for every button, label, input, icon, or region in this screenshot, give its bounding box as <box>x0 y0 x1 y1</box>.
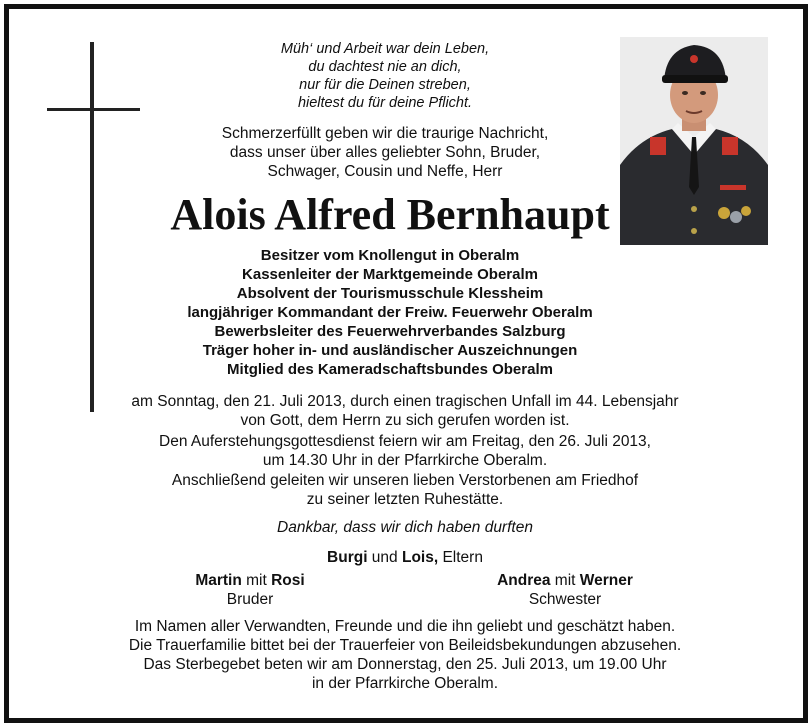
intro-line: Schmerzerfüllt geben wir die traurige Nachricht, <box>221 125 549 142</box>
cross-icon-bar <box>47 108 140 111</box>
title-line: Mitglied des Kameradschaftsbundes Oberalm <box>227 361 553 378</box>
relation-label: Bruder <box>226 591 274 608</box>
conjunction: und <box>367 549 402 566</box>
titles-list <box>110 246 670 379</box>
closing-line: Die Trauerfamilie bittet bei der Trauerfeier von Beileidsbekundungen abzusehen. <box>128 637 682 654</box>
burial-line: Anschließend geleiten wir unseren lieben Verstorbenen am Friedhof <box>171 472 639 489</box>
partner-name: Werner <box>579 572 633 589</box>
title-line: Absolvent der Tourismusschule Klessheim <box>236 285 544 302</box>
deceased-name: Alois Alfred Bernhaupt <box>170 190 610 239</box>
title-line: Kassenleiter der Marktgemeinde Oberalm <box>242 266 538 283</box>
burial-info <box>0 471 810 509</box>
closing-line: in der Pfarrkirche Oberalm. <box>311 675 499 692</box>
sibling-names <box>150 571 350 590</box>
announcement-intro <box>170 124 600 181</box>
conjunction: mit <box>241 572 272 589</box>
closing-line: Das Sterbegebet beten wir am Donnerstag, den 25. Juli 2013, um 19.00 Uhr <box>143 656 667 673</box>
relation-label: Eltern <box>438 549 483 566</box>
closing-line: Im Namen aller Verwandten, Freunde und die ihn geliebt und geschätzt haben. <box>134 618 676 635</box>
verse-line: hieltest du für deine Pflicht. <box>297 95 473 111</box>
title-line: Besitzer vom Knollengut in Oberalm <box>260 247 520 264</box>
partner-name: Rosi <box>271 572 305 589</box>
sibling-names <box>460 571 670 590</box>
parents-line <box>0 549 810 567</box>
sibling-entry <box>460 571 670 609</box>
sibling-entry <box>150 571 350 609</box>
verse-line: nur für die Deinen streben, <box>299 77 471 93</box>
cross-icon <box>90 42 94 412</box>
sibling-name: Martin <box>195 572 242 589</box>
death-notice-line: von Gott, dem Herrn zu sich gerufen worden ist. <box>240 412 570 429</box>
death-notice <box>0 392 810 430</box>
intro-line: Schwager, Cousin und Neffe, Herr <box>267 163 503 180</box>
sibling-name: Andrea <box>497 572 551 589</box>
intro-line: dass unser über alles geliebter Sohn, Bruder, <box>229 144 541 161</box>
burial-line: zu seiner letzten Ruhestätte. <box>306 491 504 508</box>
service-line: Den Auferstehungsgottesdienst feiern wir am Freitag, den 26. Juli 2013, <box>159 433 651 450</box>
parent-name: Lois, <box>401 549 439 566</box>
service-info <box>0 432 810 470</box>
death-notice-line: am Sonntag, den 21. Juli 2013, durch einen tragischen Unfall im 44. Lebensjahr <box>131 393 679 410</box>
closing-notice <box>0 617 810 693</box>
title-line: Bewerbsleiter des Feuerwehrverbandes Salzburg <box>214 323 566 340</box>
verse-line: Müh‘ und Arbeit war dein Leben, <box>280 41 490 57</box>
relation-label: Schwester <box>528 591 602 608</box>
title-line: langjähriger Kommandant der Freiw. Feuerwehr Oberalm <box>187 304 593 321</box>
conjunction: mit <box>550 572 580 589</box>
thanks-line: Dankbar, dass wir dich haben durften <box>277 519 533 536</box>
parent-name: Burgi <box>327 549 368 566</box>
verse-line: du dachtest nie an dich, <box>308 59 462 75</box>
memorial-verse <box>190 40 580 112</box>
service-line: um 14.30 Uhr in der Pfarrkirche Oberalm. <box>262 452 548 469</box>
title-line: Träger hoher in- und ausländischer Auszeichnungen <box>202 342 578 359</box>
